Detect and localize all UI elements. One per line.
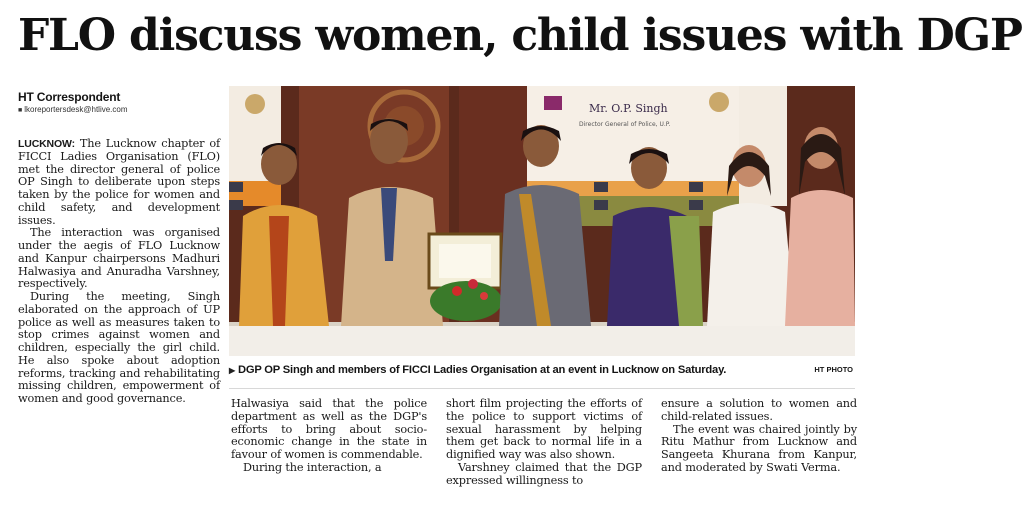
- article-column-1: [18, 138, 220, 406]
- photo-credit: HT PHOTO: [814, 365, 853, 374]
- banner-subtitle: Director General of Police, U.P.: [579, 121, 671, 128]
- article-column-2: [231, 398, 427, 475]
- divider: [229, 388, 855, 389]
- paragraph-lead: [18, 138, 220, 227]
- paragraph-3: During the meeting, Singh elaborated on the approach of UP police as well as measures taken to stop crimes against women and children, especially the girl child. He also spoke about adoption reforms, tracking and rehabilitating missing children, empowerment of women and good governance.: [18, 290, 220, 405]
- article-column-3: [446, 398, 642, 487]
- paragraph-2: The interaction was organised under the aegis of FLO Lucknow and Kanpur chairpersons Madhuri Halwasiya and Anuradha Varshney, respectively.: [18, 226, 220, 291]
- triangle-bullet-icon: ▶: [229, 366, 235, 375]
- headline: FLO discuss women, child issues with DGP: [18, 10, 1022, 61]
- byline: [18, 90, 223, 117]
- dateline: LUCKNOW:: [18, 138, 75, 150]
- byline-email[interactable]: [18, 104, 223, 117]
- paragraph-1: The Lucknow chapter of FICCI Ladies Organisation (FLO) met the director general of police OP Singh to deliberate upon steps taken by the police for women and child safety, and development issues.: [18, 137, 220, 227]
- banner-title: Mr. O.P. Singh: [589, 102, 668, 115]
- paragraph-5: During the interaction, a: [243, 460, 382, 474]
- bullet-icon: ■: [18, 107, 23, 114]
- photo-illustration: [229, 86, 855, 356]
- caption-text: DGP OP Singh and members of FICCI Ladies Organisation at an event in Lucknow on Saturday.: [237, 364, 727, 376]
- paragraph-8: ensure a solution to women and child-related issues.: [661, 397, 857, 423]
- article-column-4: [661, 398, 857, 475]
- byline-name: HT Correspondent: [18, 90, 121, 104]
- paragraph-4: Halwasiya said that the police department as well as the DGP's efforts to bring about socio-economic change in the state in favour of women is commendable.: [231, 397, 427, 461]
- photo-caption: [229, 360, 855, 380]
- email-text: lkoreportersdesk@htlive.com: [24, 105, 128, 114]
- paragraph-7: Varshney claimed that the DGP expressed willingness to: [446, 460, 642, 487]
- paragraph-9: The event was chaired jointly by Ritu Mathur from Lucknow and Sangeeta Khurana from Kanpur, and moderated by Swati Verma.: [661, 422, 857, 474]
- paragraph-6: short film projecting the efforts of the police to support victims of sexual harassment by helping them get back to normal life in a dignified way was also shown.: [446, 397, 642, 461]
- event-photo: [229, 86, 855, 356]
